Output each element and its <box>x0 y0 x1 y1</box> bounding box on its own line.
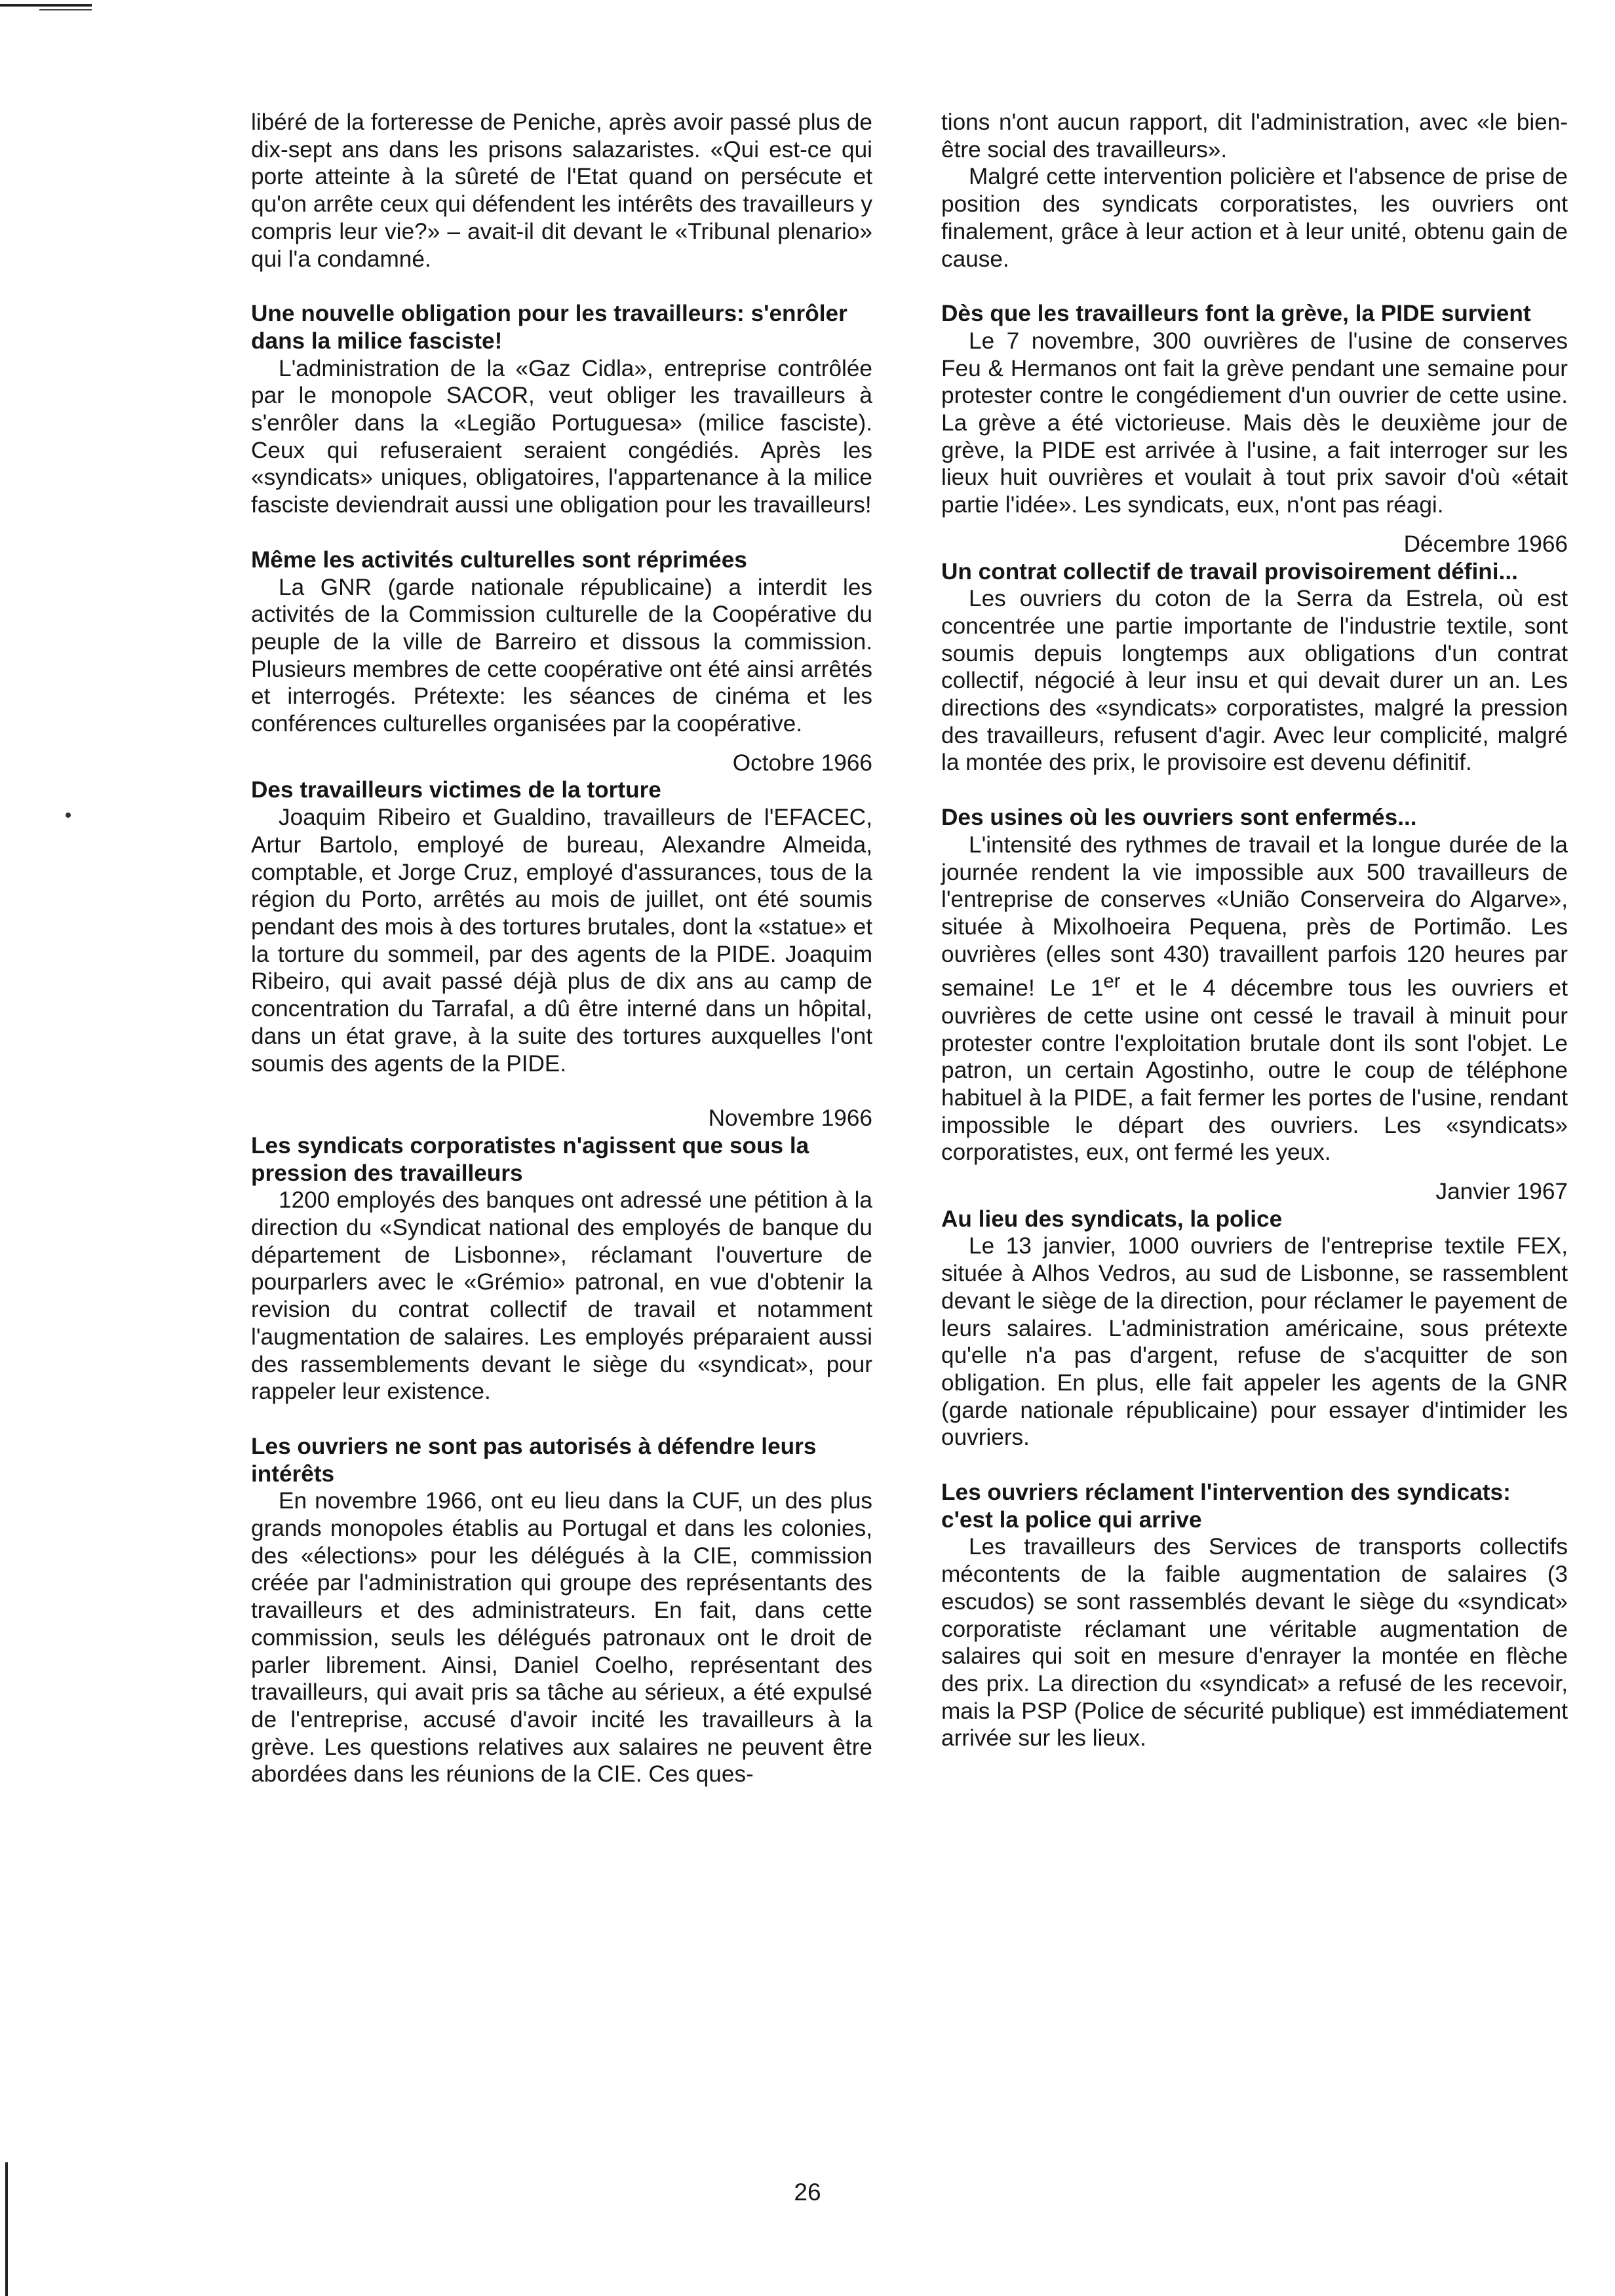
section-usines <box>941 804 1568 1166</box>
section-heading: Les syndicats corporatistes n'agissent que sous la pression des travailleurs <box>251 1132 809 1186</box>
section-body: Les ouvriers du coton de la Serra da Estrela, où est concentrée une partie importante de l'industrie textile, sont soumis depuis longtemps aux obligations d'un contrat collectif, négocié à leur insu et qui devait durer un an. Les directions des «syndicats» corporatistes, malgré la pression des travailleurs, refusent d'agir. Avec leur complicité, malgré la montée des prix, le provisoire est devenu définitif. <box>941 586 1568 776</box>
section-greve <box>941 300 1568 519</box>
section-body: Joaquim Ribeiro et Gualdino, travailleurs de l'EFACEC, Artur Bartolo, employé de bureau, Alexandre Almeida, comptable, et Jorge Cruz, employé d'assurances, tous de la région du Porto, arrêtés au mois de juillet, ont été soumis pendant des mois à des tortures brutales, dont la «statue» et la torture du sommeil, par des agents de la PIDE. Joaquim Ribeiro, qui avait passé déjà plus de dix ans au camp de concentration du Tarrafal, a dû être interné dans un hôpital, dans un état grave, à la suite des tortures auxquelles l'ont soumis des agents de la PIDE. <box>251 805 872 1077</box>
section-torture <box>251 776 872 1077</box>
section-heading: Les ouvriers ne sont pas autorisés à défendre leurs intérêts <box>251 1433 817 1487</box>
date-label: Novembre 1966 <box>708 1105 872 1132</box>
section-cuf <box>251 1433 872 1788</box>
section-heading: Dès que les travailleurs font la grève, la PIDE survient <box>941 301 1531 327</box>
section-body: Les travailleurs des Services de transports collectifs mécontents de la faible augmentation de salaires (3 escudos) se sont rassemblés devant le siège du «syndicat» corporatiste réclamant une véritable augmentation de salaires qui soit en mesure d'enrayer la montée en flèche des prix. La direction du «syndicat» a refusé de les recevoir, mais la PSP (Police de sécurité publique) est immédiatement arrivée sur les lieux. <box>941 1534 1568 1751</box>
section-syndicats <box>251 1132 872 1406</box>
date-label: Octobre 1966 <box>732 750 872 776</box>
superscript: er <box>1103 970 1121 993</box>
section-body: La GNR (garde nationale républicaine) a interdit les activités de la Commission culturelle de la Coopérative du peuple de la ville de Barreiro et dissous la commission. Plusieurs membres de cette coopérative ont été ainsi arrêtés et interrogés. Prétexte: les séances de cinéma et les conférences culturelles organisées par la coopérative. <box>251 574 872 737</box>
section-body: Le 13 janvier, 1000 ouvriers de l'entreprise textile FEX, située à Alhos Vedros, au sud de Lisbonne, se rassemblent devant le siège de la direction, pour réclamer le payement de leurs salaires. L'administration américaine, sous prétexte qu'elle n'a pas d'argent, refuse de s'acquitter de son obligation. En plus, elle fait appeler les agents de la GNR (garde nationale républicaine) pour essayer d'intimider les ouvriers. <box>941 1233 1568 1451</box>
section-body: L'administration de la «Gaz Cidla», entreprise contrôlée par le monopole SACOR, veut obliger les travailleurs à s'enrôler dans la «Legião Portuguesa» (milice fasciste). Ceux qui refuseraient seraient congédiés. Après les «syndicats» uniques, obligatoires, l'appartenance à la milice fasciste deviendrait aussi une obligation pour les travailleurs! <box>251 355 872 518</box>
scan-speck <box>66 813 71 818</box>
section-heading: Les ouvriers réclament l'intervention des syndicats: c'est la police qui arrive <box>941 1480 1511 1533</box>
date-label: Janvier 1967 <box>1435 1179 1568 1205</box>
section-body: Le 7 novembre, 300 ouvrières de l'usine de conserves Feu & Hermanos ont fait la grève pendant une semaine pour protester contre le congédiement d'un ouvrier de cette usine. La grève a été victorieuse. Mais dès le deuxième jour de grève, la PIDE est arrivée à l'usine, a fait interroger sur les lieux huit ouvrières et voulait à tout prix savoir d'où «était partie l'idée». Les syndicats, eux, n'ont pas réagi. <box>941 328 1568 518</box>
scan-edge-mark <box>39 9 92 10</box>
intro-paragraph: libéré de la forteresse de Peniche, après avoir passé plus de dix-sept ans dans les prisons salazaristes. «Qui est-ce qui porte atteinte à la sûreté de l'Etat quand on persécute et qu'on arrête ceux qui défendent les intérêts des travailleurs y compris leur vie?» – avait-il dit devant le «Tribunal plenario» qui l'a condamné. <box>251 109 872 272</box>
body-text: L'intensité des rythmes de travail et la longue durée de la journée rendent la vie impossible aux 500 travailleurs de l'entreprise de conserves «União Conserveira do Algarve», située à Mixolhoeira Pequena, près de Portimão. Les ouvrières (elles sont 430) travaillent parfois 120 heures par semaine! Le 1 <box>941 832 1568 1002</box>
section-milice <box>251 300 872 519</box>
page-number: 26 <box>794 2179 821 2206</box>
section-body: 1200 employés des banques ont adressé une pétition à la direction du «Syndicat national des employés de banque du département de Lisbonne», réclamant l'ouverture de pourparlers avec le «Grémio» patronal, en vue d'obtenir la revision du contrat collectif de travail et notamment l'augmentation de salaires. Les employés préparaient aussi des rassemblements devant le siège du «syndicat», pour rappeler leur existence. <box>251 1187 872 1405</box>
date-label: Décembre 1966 <box>1403 531 1568 557</box>
section-body: En novembre 1966, ont eu lieu dans la CUF, un des plus grands monopoles établis au Portugal et dans les colonies, des «élections» pour les délégués à la CIE, commission créée par l'administration qui groupe des représentants des travailleurs et des administrateurs. En fait, dans cette commission, seuls les délégués patronaux ont le droit de parler librement. Ainsi, Daniel Coelho, représentant des travailleurs, qui avait pris sa tâche au sérieux, a été expulsé de l'entreprise, accusé d'avoir incité les travailleurs à la grève. Les questions relatives aux salaires ne peuvent être abordées dans les réunions de la CIE. Ces ques- <box>251 1488 872 1788</box>
scan-edge-mark <box>0 4 92 7</box>
section-culture <box>251 546 872 738</box>
section-heading: Une nouvelle obligation pour les travailleurs: s'enrôler dans la milice fasciste! <box>251 301 847 354</box>
left-column <box>251 109 872 1788</box>
section-heading: Un contrat collectif de travail provisoirement défini... <box>941 558 1518 584</box>
section-heading: Au lieu des syndicats, la police <box>941 1206 1283 1232</box>
section-contrat <box>941 558 1568 777</box>
section-heading: Des travailleurs victimes de la torture <box>251 777 661 803</box>
body-text: et le 4 décembre tous les ouvriers et ouvrières de cette usine ont cessé le travail à minuit pour protester contre l'exploitation brutale dont ils sont l'objet. Le patron, un certain Agostinho, outre le coup de téléphone habituel à la PIDE, a fait fermer les portes de l'usine, rendant impossible le départ des ouvriers. Les «syndicats» corporatistes, eux, ont fermé les yeux. <box>941 976 1568 1166</box>
section-police <box>941 1206 1568 1451</box>
section-heading: Même les activités culturelles sont réprimées <box>251 546 747 573</box>
section-heading: Des usines où les ouvriers sont enfermés... <box>941 805 1417 831</box>
continued-paragraph: tions n'ont aucun rapport, dit l'administration, avec «le bien-être social des travailleurs». <box>941 109 1568 163</box>
right-column <box>941 109 1568 1752</box>
continued-paragraph: Malgré cette intervention policière et l'absence de prise de position des syndicats corporatistes, les ouvriers ont finalement, grâce à leur action et à leur unité, obtenu gain de cause. <box>941 164 1568 272</box>
section-body <box>941 832 1568 1166</box>
section-intervention <box>941 1479 1568 1752</box>
